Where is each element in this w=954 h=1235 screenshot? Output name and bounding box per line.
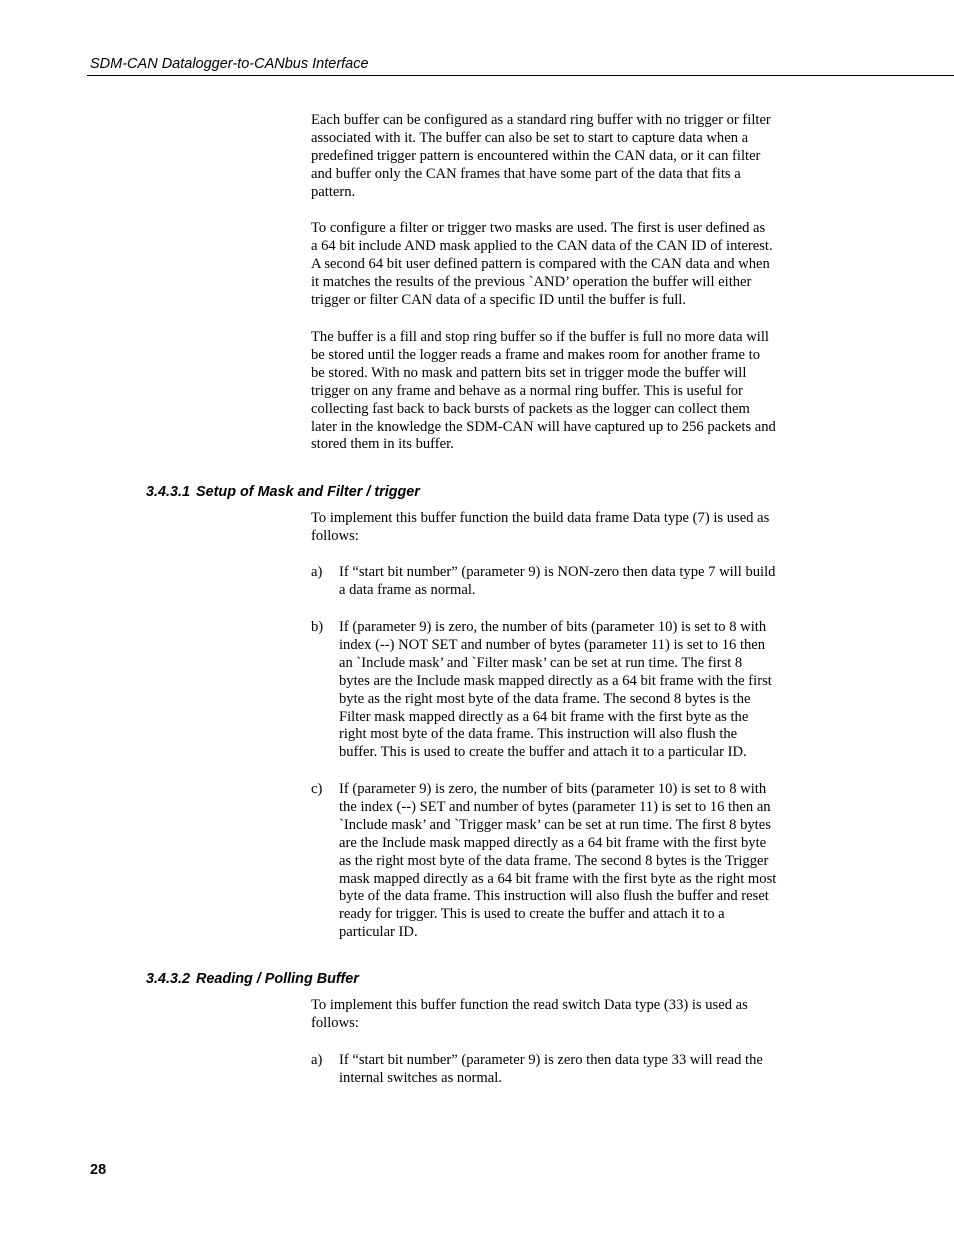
- text-line: follows:: [311, 1014, 359, 1031]
- header-rule: [87, 75, 954, 76]
- text-line: collecting fast back to back bursts of packets as the logger can collect them: [311, 400, 750, 417]
- intro-paragraph-1: [311, 112, 811, 202]
- text-line: the index (--) SET and number of bytes (parameter 11) is set to 16 then an: [339, 798, 771, 815]
- text-line: be stored until the logger reads a frame and makes room for another frame to: [311, 346, 760, 363]
- text-line: associated with it. The buffer can also be set to start to capture data when a: [311, 129, 749, 146]
- text-line: a data frame as normal.: [339, 581, 476, 598]
- list-marker: b): [311, 619, 324, 635]
- text-line: follows:: [311, 527, 359, 544]
- text-line: Each buffer can be configured as a standard ring buffer with no trigger or filter: [311, 112, 771, 128]
- text-line: stored them in its buffer.: [311, 436, 454, 453]
- text-line: buffer. This is used to create the buffer and attach it to a particular ID.: [339, 744, 747, 761]
- text-line: To implement this buffer function the build data frame Data type (7) is used as: [311, 510, 770, 526]
- list-marker: c): [311, 781, 323, 797]
- text-line: Filter mask mapped directly as a 64 bit frame with the first byte as the: [339, 708, 749, 725]
- text-line: If “start bit number” (parameter 9) is NON-zero then data type 7 will build: [339, 564, 776, 580]
- text-line: To implement this buffer function the read switch Data type (33) is used as: [311, 997, 748, 1013]
- intro-paragraph-2: [311, 220, 811, 310]
- list-marker: a): [311, 1052, 323, 1068]
- text-line: ready for trigger. This is used to create the buffer and attach it to a: [339, 906, 725, 923]
- section-heading-reading-polling: [146, 970, 359, 988]
- text-line: byte as the right most byte of the data frame. The second 8 bytes is the: [339, 690, 751, 707]
- text-line: be stored. With no mask and pattern bits set in trigger mode the buffer will: [311, 364, 747, 381]
- text-line: as the right most byte of the data frame. The second 8 bytes is the Trigger: [339, 852, 769, 869]
- page-number: 28: [90, 1162, 107, 1178]
- text-line: trigger or filter CAN data of a specific ID until the buffer is full.: [311, 291, 686, 308]
- list-marker: a): [311, 564, 323, 580]
- text-line: right most byte of the data frame. This instruction will also flush the: [339, 726, 738, 743]
- text-line: a 64 bit include AND mask applied to the CAN data of the CAN ID of interest.: [311, 237, 773, 254]
- running-header: SDM-CAN Datalogger-to-CANbus Interface: [90, 56, 369, 72]
- text-line: bytes are the Include mask mapped directly as a 64 bit frame with the first: [339, 672, 772, 689]
- text-line: `Include mask’ and `Trigger mask’ can be set at run time. The first 8 bytes: [339, 816, 771, 833]
- text-line: byte of the data frame. This instruction will also flush the buffer and reset: [339, 888, 769, 905]
- text-line: internal switches as normal.: [339, 1069, 502, 1086]
- section-title: Reading / Polling Buffer: [196, 971, 359, 987]
- intro-paragraph-3: [311, 329, 811, 454]
- text-line: it matches the results of the previous `AND’ operation the buffer will either: [311, 273, 752, 290]
- text-line: later in the knowledge the SDM-CAN will have captured up to 256 packets and: [311, 418, 776, 435]
- text-line: The buffer is a fill and stop ring buffer so if the buffer is full no more data will: [311, 329, 769, 345]
- section-heading-setup-mask: [146, 483, 420, 501]
- text-line: trigger on any frame and behave as a normal ring buffer. This is useful for: [311, 382, 743, 399]
- section-1-intro: [311, 510, 811, 546]
- text-line: predefined trigger pattern is encountered within the CAN data, or it can filter: [311, 147, 761, 164]
- text-line: pattern.: [311, 183, 356, 200]
- text-line: are the Include mask mapped directly as a 64 bit frame with the first byte: [339, 834, 767, 851]
- section-title: Setup of Mask and Filter / trigger: [196, 484, 420, 500]
- text-line: If “start bit number” (parameter 9) is zero then data type 33 will read the: [339, 1052, 763, 1068]
- text-line: If (parameter 9) is zero, the number of bits (parameter 10) is set to 8 with: [339, 619, 767, 635]
- section-number: 3.4.3.2: [146, 971, 191, 987]
- text-line: an `Include mask’ and `Filter mask’ can be set at run time. The first 8: [339, 654, 743, 671]
- section-2-intro: [311, 997, 811, 1033]
- text-line: particular ID.: [339, 924, 418, 941]
- text-line: mask mapped directly as a 64 bit frame with the first byte as the right most: [339, 870, 777, 887]
- text-line: A second 64 bit user defined pattern is compared with the CAN data and when: [311, 255, 770, 272]
- text-line: and buffer only the CAN frames that have some part of the data that fits a: [311, 165, 741, 182]
- section-number: 3.4.3.1: [146, 484, 191, 500]
- text-line: To configure a filter or trigger two masks are used. The first is user defined as: [311, 220, 766, 236]
- text-line: If (parameter 9) is zero, the number of bits (parameter 10) is set to 8 with: [339, 781, 767, 797]
- text-line: index (--) NOT SET and number of bytes (parameter 11) is set to 16 then: [339, 636, 766, 653]
